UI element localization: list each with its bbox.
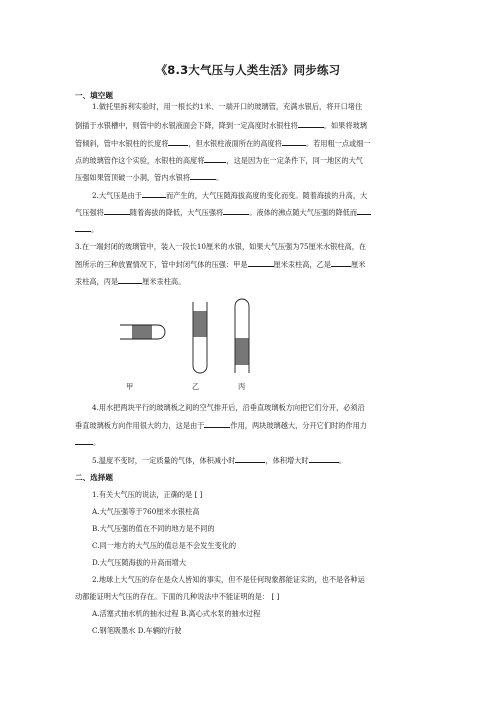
q1-blank-3 [282,138,306,146]
q2-blank-3 [223,207,249,215]
c1-option-c: C.同一地方的大气压的值总是不会发生变化的 [92,541,237,550]
q4-line-1: 4.用水把两块平行的玻璃板之间的空气排开后，沿垂直玻璃板方向把它们分开，必须沿 [92,403,365,412]
q4-line-2: 垂直玻璃板方向作用很大的力，这是由于 作用，两块玻璃越大，分开它们时的作用力 [75,421,367,430]
q3-blank-3 [118,276,142,284]
q5-blank-2 [309,455,339,463]
q2-blank-5 [75,224,91,232]
q1-line-3: 管倾斜，管中水银柱的长度将 ，但水银柱液面所在的高度将 。若用粗一点或细一 [75,139,371,148]
q4-blank-2 [75,437,93,445]
q1-blank-4 [204,155,226,163]
q1-blank-1 [298,120,324,128]
q3-line-1: 3.在一端封闭的玻璃管中，装入一段长10厘米的水银，如果大气压强为75厘米水银柱高，在 [75,242,367,251]
q1-line-1: 1.做托里拆利实验时，用一根长约1米、一端开口的玻璃管，充满水银后，将开口堵住 [92,102,363,111]
q2-line-3: 。 [75,224,98,235]
glass-tube-figure [118,298,258,398]
q1-line-5: 压强如果管顶破一小洞，管内水银将 。 [75,173,224,182]
c1-option-b: B.大气压强的值在不同的地方是不同的 [92,524,215,533]
section-choice-heading: 二、选择题 [75,473,113,482]
q3-blank-1 [248,259,274,267]
q4-blank-1 [204,420,230,428]
q5-line-1: 5.温度不变时，一定质量的气体，体积减小时 ，体积增大时 。 [92,456,346,465]
c2-options-cd: C.钢笔吸墨水 D.车辆的行驶 [92,626,182,635]
q4-line-3: 。 [75,437,100,448]
q2-blank-2 [104,207,130,215]
c1-option-d: D.大气压随海拔的升高而增大 [92,558,187,567]
c1-stem: 1.有关大气压的说法，正确的是 [ ] [92,490,203,499]
q1-blank-5 [190,172,216,180]
mercury-column-bing [236,338,249,365]
c2-options-ab: A.活塞式抽水机的抽水过程 B.离心式水泵的抽水过程 [92,609,261,618]
q1-blank-2 [168,138,188,146]
q1-line-4: 点的玻璃管作这个实验，水银柱的高度将 ，这是因为在一定条件下，同一地区的大气 [75,156,363,165]
tube-yi [193,302,207,373]
tube-diagram [118,298,258,398]
q2-line-1: 2.大气压是由于 而产生的，大气压随海拔高度的变化而变。随着海拔的升高，大 [92,191,368,200]
q5-blank-1 [235,455,265,463]
mercury-column-yi [194,311,207,337]
c2-line-2: 动都能证明大气压的存在。下面的几种说法中不能证明的是： [ ] [75,592,280,601]
mercury-column-jia [132,326,152,339]
c1-option-a: A.大气压强等于760厘米水银柱高 [92,507,200,516]
q3-blank-2 [331,259,351,267]
section-fill-blank-heading: 一、填空题 [75,91,113,100]
c2-line-1: 2.地球上大气压的存在是众人皆知的事实，但不是任何现象都能证实的，也不是各种运 [92,575,365,584]
q2-line-2: 气压强将 随着海拔的降低，大气压强将 。液体的沸点随大气压强的降低而 [75,207,371,218]
q3-line-3: 汞柱高，丙是 厘米汞柱高。 [75,277,186,286]
q3-line-2: 图所示的三种放置情况下，管中封闭气体的压强：甲是 厘米汞柱高，乙是 厘米 [75,260,366,269]
tube-jia [120,325,165,339]
figure-label-yi: 乙 [192,382,200,391]
figure-label-jia: 甲 [126,382,134,391]
page-title: 《8.3大气压与人类生活》同步练习 [155,63,341,77]
figure-label-bing: 丙 [238,382,246,391]
q1-line-2: 倒插于水银槽中，则管中的水银液面会下降，降到一定高度时水银柱将 。如果将玻璃 [75,121,367,130]
tube-bing [235,299,249,373]
q2-blank-1 [142,190,166,198]
q2-blank-4 [357,207,371,215]
